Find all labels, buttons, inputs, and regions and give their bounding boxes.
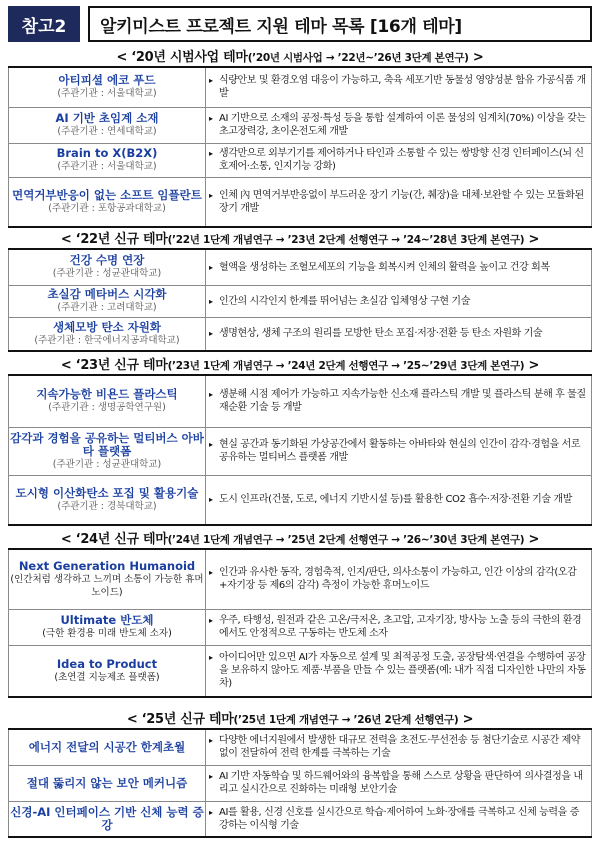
host-institution: (주관기관 : 서울대학교) (57, 88, 157, 100)
theme-name: 감각과 경험을 공유하는 멀티버스 아바타 플랫폼 (10, 430, 204, 458)
table-row (9, 729, 592, 765)
table-row (9, 317, 592, 351)
bullet-icon: ▸ (209, 440, 213, 449)
host-institution: (주관기관 : 서울대학교) (57, 161, 157, 172)
section-2024 (8, 532, 592, 698)
reference-tag: 참고2 (8, 6, 80, 42)
bullet-icon: ▸ (209, 114, 213, 123)
theme-table (8, 374, 592, 526)
host-institution: (주관기관 : 경북대학교) (57, 500, 157, 512)
section-2025 (8, 712, 592, 838)
theme-description: 생분해 시점 제어가 가능하고 지속가능한 신소재 플라스틱 개발 및 플라스틱 분해 후 물질 재순환 기술 등 개발 (219, 389, 586, 414)
theme-name: 생체모방 탄소 자원화 (53, 319, 161, 334)
theme-name: 아티피셜 에코 푸드 (58, 73, 156, 88)
table-row (9, 285, 592, 317)
theme-description: 도시 인프라(건물, 도로, 에너지 기반시설 등)를 활용한 CO2 흡수·저장·전환 기술 개발 (219, 494, 572, 506)
table-row (9, 375, 592, 427)
table-row (9, 801, 592, 837)
table-row (9, 645, 592, 697)
table-row (9, 765, 592, 801)
section-heading: < ‘22년 신규 테마(’22년 1단계 개념연구 → ’23년 2단계 선행연구 → ’24~’28년 3단계 본연구) > (60, 232, 540, 247)
table-row (9, 427, 592, 475)
bullet-icon: ▸ (209, 568, 213, 578)
host-institution: (주관기관 : 연세대학교) (57, 126, 157, 137)
theme-description: 식량안보 및 환경오염 대응이 가능하고, 축육 세포기반 동물성 영양성분 함유 가공식품 개발 (219, 75, 586, 100)
theme-description: 인간과 유사한 동작, 경험축적, 인지/판단, 의사소통이 가능하고, 인간 이상의 감각(오감+자기장 등 제6의 감각) 측정이 가능한 휴머노이드 (219, 567, 577, 592)
theme-name: Next Generation Humanoid (18, 558, 196, 573)
theme-name: 면역거부반응이 없는 소프트 임플란트 (12, 187, 202, 202)
bullet-icon: ▸ (209, 653, 213, 663)
theme-description: AI 기반 자동학습 및 하드웨어와의 융복합을 통해 스스로 상황을 판단하여 의사결정을 내리고 실시간으로 진화하는 미래형 보안기술 (219, 771, 583, 795)
bullet-icon: ▸ (209, 190, 213, 200)
theme-description: 인체 內 면역거부반응없이 부드러운 장기 기능(간, 췌장)을 대체·보완할 수 있는 모듈화된 장기 개발 (219, 189, 584, 214)
bullet-icon: ▸ (209, 807, 213, 817)
theme-description: 우주, 타행성, 원전과 같은 고온/극저온, 초고압, 고자기장, 방사능 노출 등의 극한의 환경에서도 안정적으로 구동하는 반도체 소자 (219, 615, 582, 639)
section-heading: < ‘23년 신규 테마(’23년 1단계 개념연구 → ’24년 2단계 선행연구 → ’25~’29년 3단계 본연구) > (60, 358, 540, 373)
theme-name: AI 기반 초임계 소재 (55, 111, 159, 125)
table-row (9, 249, 592, 285)
theme-table (8, 548, 592, 698)
theme-name: 건강 수명 연장 (69, 253, 145, 268)
bullet-icon: ▸ (209, 329, 213, 339)
bullet-icon: ▸ (209, 616, 213, 625)
table-row (9, 609, 592, 645)
host-institution: (주관기관 : 성균관대학교) (52, 268, 162, 280)
theme-name: Ultimate 반도체 (60, 613, 154, 627)
page-title: 알키미스트 프로젝트 지원 테마 목록 [16개 테마] (88, 6, 592, 42)
section-2023 (8, 358, 592, 526)
theme-name: 신경-AI 인터페이스 기반 신체 능력 증강 (10, 804, 204, 832)
theme-name: Brain to X(B2X) (56, 146, 158, 160)
theme-description: 다양한 에너지원에서 발생한 대규모 전력을 초전도·무선전송 등 첨단기술로 시공간 제약없이 전달하여 전력 한계를 극복하는 기술 (219, 735, 581, 760)
page-header (8, 6, 592, 42)
bullet-icon: ▸ (209, 76, 213, 86)
section-2022 (8, 232, 592, 352)
host-institution: (주관기관 : 생명공학연구원) (48, 402, 166, 414)
section-heading: < ‘25년 신규 테마(’25년 1단계 개념연구 → ’26년 2단계 선행연구) > (126, 712, 474, 727)
theme-description: 생명현상, 생체 구조의 원리를 모방한 탄소 포집·저장·전환 등 탄소 자원화 기술 (219, 328, 543, 340)
table-row (9, 143, 592, 177)
theme-subtitle: (인간처럼 생각하고 느끼며 소통이 가능한 휴머노이드) (10, 573, 204, 598)
bullet-icon: ▸ (209, 772, 213, 781)
theme-subtitle: (극한 환경용 미래 반도체 소자) (42, 628, 172, 639)
section-heading: < ‘24년 신규 테마(’24년 1단계 개념연구 → ’25년 2단계 선행연구 → ’26~’30년 3단계 본연구) > (60, 532, 540, 547)
bullet-icon: ▸ (209, 495, 213, 505)
host-institution: (주관기관 : 성균관대학교) (52, 458, 162, 470)
table-row (9, 177, 592, 227)
theme-description: 인간의 시각인지 한계를 뛰어넘는 초실감 입체영상 구현 기술 (219, 295, 470, 307)
theme-table (8, 66, 592, 228)
section-2020 (8, 50, 592, 228)
table-row (9, 107, 592, 143)
table-row (9, 67, 592, 107)
bullet-icon: ▸ (209, 736, 213, 746)
theme-table (8, 728, 592, 838)
theme-name: 초실감 메타버스 시각화 (47, 287, 167, 301)
host-institution: (주관기관 : 한국에너지공과대학교) (34, 334, 180, 346)
section-heading: < ‘20년 시범사업 테마(’20년 시범사업 → ’22년~’26년 3단계 본연구) > (116, 50, 484, 65)
bullet-icon: ▸ (209, 149, 213, 158)
table-row (9, 475, 592, 525)
host-institution: (주관기관 : 고려대학교) (57, 302, 157, 313)
theme-table (8, 248, 592, 352)
theme-name: 도시형 이산화탄소 포집 및 활용기술 (15, 485, 199, 500)
theme-name: 절대 뚫리지 않는 보안 메커니즘 (26, 775, 188, 790)
theme-description: 아이디어만 있으면 AI가 자동으로 설계 및 최적공정 도출, 공장탐색·연결을 수행하여 공장을 보유하지 않아도 제품·부품을 만들 수 있는 플랫폼(예: 내가 직접 디자인한 나만의 자동차) (219, 652, 586, 690)
theme-name: 에너지 전달의 시공간 한계초월 (28, 739, 186, 754)
theme-description: AI를 활용, 신경 신호를 실시간으로 학습·제어하여 노화·장애를 극복하고 신체 능력을 증강하는 이식형 기술 (219, 806, 579, 831)
theme-name: Idea to Product (56, 656, 158, 671)
table-row (9, 549, 592, 609)
bullet-icon: ▸ (209, 390, 213, 400)
theme-name: 지속가능한 비욘드 플라스틱 (36, 387, 178, 402)
host-institution: (주관기관 : 포항공과대학교) (48, 202, 166, 214)
theme-subtitle: (초연결 지능제조 플랫폼) (54, 671, 160, 683)
bullet-icon: ▸ (209, 296, 213, 306)
theme-description: 현실 공간과 동기화된 가상공간에서 활동하는 아바타와 현실의 인간이 감각·경험을 서로 공유하는 멀티버스 플랫폼 개발 (219, 439, 581, 463)
bullet-icon: ▸ (209, 262, 213, 272)
theme-description: AI 기반으로 소재의 공정·특성 등을 통합 설계하여 이론 물성의 임계치(70%) 이상을 갖는 초고장력강, 초이온전도체 개발 (219, 113, 586, 137)
theme-description: 혈액을 생성하는 조혈모세포의 기능을 회복시켜 인체의 활력을 높이고 건강 회복 (219, 261, 550, 273)
theme-description: 생각만으로 외부기기를 제어하거나 타인과 소통할 수 있는 쌍방향 신경 인터페이스(뇌 신호제어·소통, 인지기능 강화) (219, 148, 584, 172)
